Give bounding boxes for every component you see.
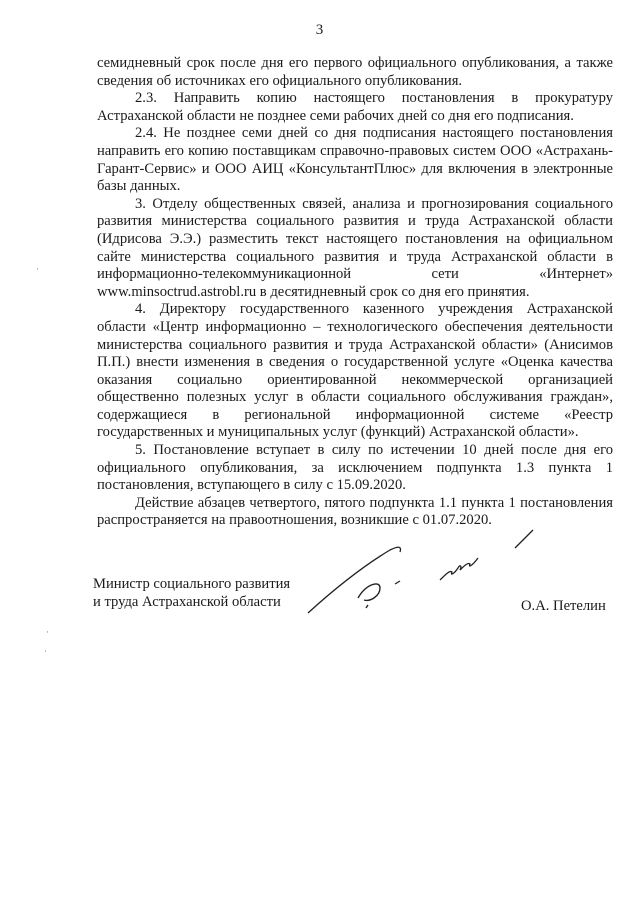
paragraph-effect: Действие абзацев четвертого, пятого подпункта 1.1 пункта 1 постановления распространяется на правоотношения, возникшие с 01.07.2020. [97,494,613,529]
signatory-position-line-2: и труда Астраханской области [93,594,281,610]
handwritten-signature [300,528,545,618]
paragraph-2-4: 2.4. Не позднее семи дней со дня подписания настоящего постановления направить его копию поставщикам справочно-правовых систем ООО «Астрахань-Гарант-Сервис» и ООО АИЦ «КонсультантПлюс» для включения в электронные базы данных. [97,125,613,195]
signatory-position [93,575,290,611]
paragraph-2-3: 2.3. Направить копию настоящего постановления в прокуратуру Астраханской области не позднее семи рабочих дней со дня его подписания. [97,90,613,124]
paragraph-5: 5. Постановление вступает в силу по истечении 10 дней после дня его официального опубликования, за исключением подпункта 1.3 пункта 1 постановления, вступающего в силу с 15.09.2020. [97,442,613,494]
paragraph-4: 4. Директору государственного казенного учреждения Астраханской области «Центр информационно – технологического обеспечения деятельности министерства социального развития и труда Астраханской области» (Анисимов П.П.) внести изменения в сведения о государственной услуге «Оценка качества оказания социально ориентированной некоммерческой организацией общественно полезных услуг в области социального обслуживания граждан», содержащиеся в региональной информационной системе «Реестр государственных и муниципальных услуг (функций) Астраханской области». [97,301,613,441]
paragraph-3: 3. Отделу общественных связей, анализа и прогнозирования социального развития министерства социального развития и труда Астраханской области (Идрисова Э.Э.) разместить текст настоящего постановления на официальном сайте министерства социального развития и труда Астраханской области в информационно-телекоммуникационной сети «Интернет» www.minsoctrud.astrobl.ru в десятидневный срок со дня его принятия. [97,195,613,300]
scan-speck: · [44,646,47,656]
signatory-position-line-1: Министр социального развития [93,576,291,592]
scan-speck: · [36,264,39,274]
paragraph-continuation: семидневный срок после дня его первого официального опубликования, а также сведения об источниках его официального опубликования. [97,55,613,89]
signer-name: О.А. Петелин [521,598,606,614]
page-number: 3 [315,22,324,38]
document-body [97,55,613,530]
scan-speck: · [46,627,49,637]
